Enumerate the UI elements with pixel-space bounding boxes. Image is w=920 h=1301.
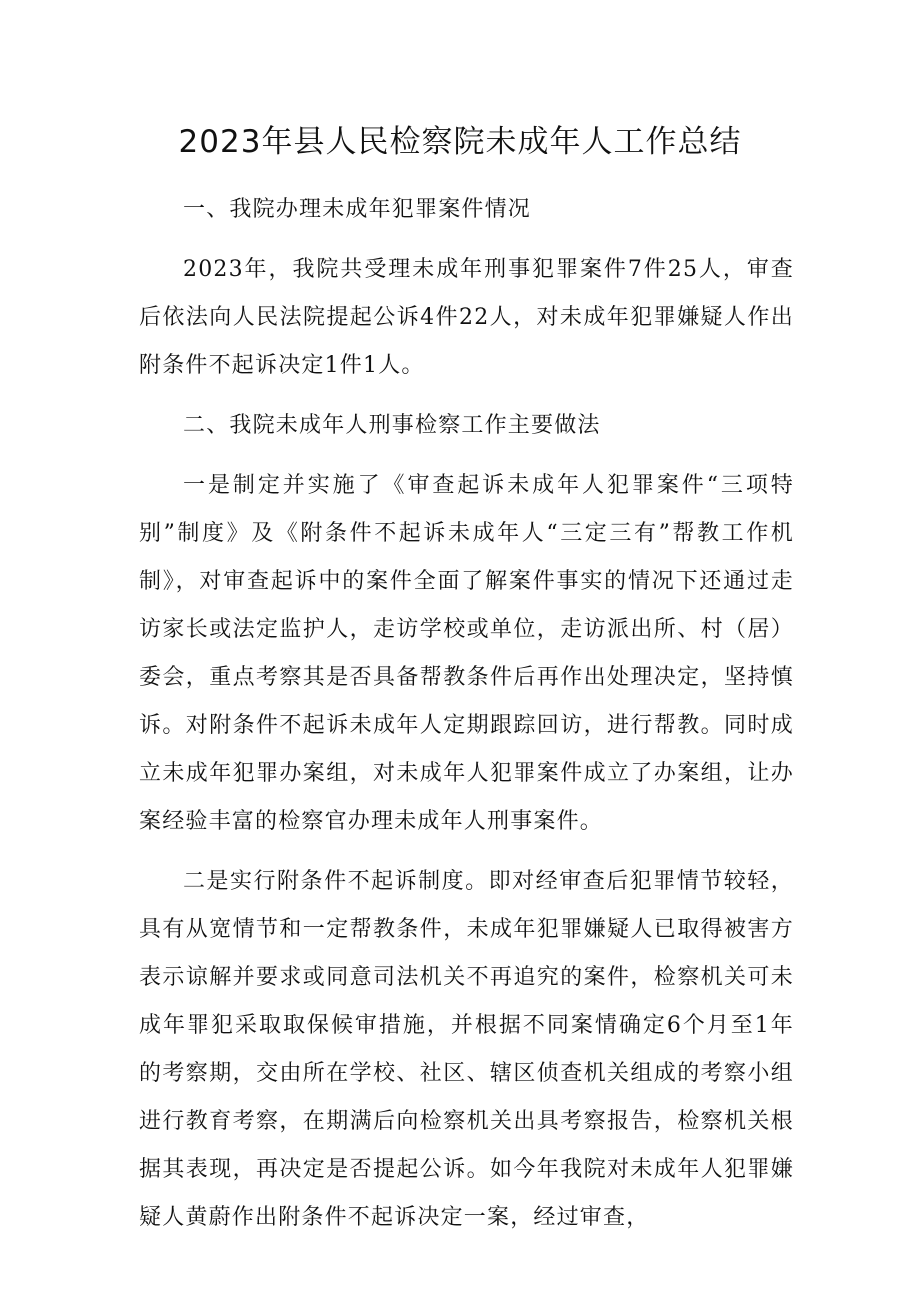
document-body — [139, 186, 794, 1254]
paragraph-measure-two: 二是实行附条件不起诉制度。即对经审查后犯罪情节较轻，具有从宽情节和一定帮教条件，未成年犯罪嫌疑人已取得被害方表示谅解并要求或同意司法机关不再追究的案件，检察机关可未成年罪犯采取取保候审措施，并根据不同案情确定6个月至1年的考察期，交由所在学校、社区、辖区侦查机关组成的考察小组进行教育考察，在期满后向检察机关出具考察报告，检察机关根据其表现，再决定是否提起公诉。如今年我院对未成年人犯罪嫌疑人黄蔚作出附条件不起诉决定一案，经过审查， — [139, 869, 794, 1230]
section-heading-2: 二、我院未成年人刑事检察工作主要做法 — [183, 413, 601, 438]
paragraph-measure-one: 一是制定并实施了《审查起诉未成年人犯罪案件“三项特别”制度》及《附条件不起诉未成年人“三定三有”帮教工作机制》，对审查起诉中的案件全面了解案件事实的情况下还通过走访家长或法定监护人，走访学校或单位，走访派出所、村（居）委会，重点考察其是否具备帮教条件后再作出处理决定，坚持慎诉。对附条件不起诉未成年人定期跟踪回访，进行帮教。同时成立未成年犯罪办案组，对未成年人犯罪案件成立了办案组，让办案经验丰富的检察官办理未成年人刑事案件。 — [139, 473, 794, 834]
document-title: 2023年县人民检察院未成年人工作总结 — [178, 124, 742, 160]
section-heading-1: 一、我院办理未成年犯罪案件情况 — [183, 197, 532, 222]
paragraph-case-statistics: 2023年，我院共受理未成年刑事犯罪案件7件25人，审查后依法向人民法院提起公诉4件22人，对未成年犯罪嫌疑人作出附条件不起诉决定1件1人。 — [139, 257, 794, 378]
